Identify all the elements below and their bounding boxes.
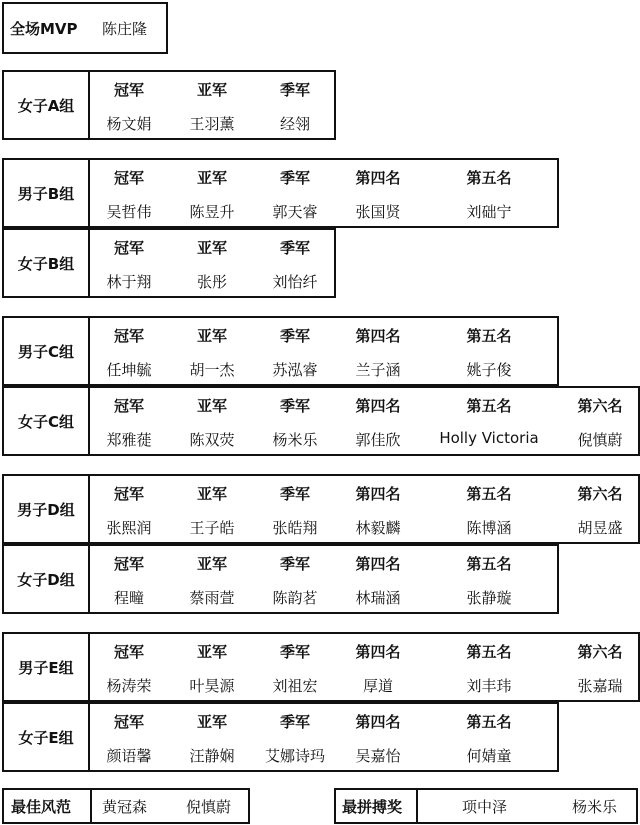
group-label: 女子B组 — [4, 230, 90, 296]
group-label: 男子C组 — [4, 318, 90, 384]
group-box-women-a — [2, 70, 336, 140]
winner-name: 林毅麟 — [355, 519, 401, 537]
group-box-men-b — [2, 158, 559, 228]
winner-name: 郭天睿 — [272, 203, 318, 221]
rank-header: 第四名 — [355, 169, 401, 187]
group-box-men-d — [2, 474, 640, 544]
winner-name: 艾娜诗玛 — [264, 747, 325, 765]
winner-name: 杨米乐 — [272, 431, 318, 449]
rank-header: 第四名 — [355, 397, 401, 415]
rank-header: 亚军 — [196, 485, 227, 503]
winner-name: 叶昊源 — [189, 677, 235, 695]
rank-header: 季军 — [279, 397, 310, 415]
group-label: 男子E组 — [4, 634, 90, 700]
rank-header: 亚军 — [196, 239, 227, 257]
winner-name: 郑雅蓰 — [106, 431, 152, 449]
rank-header: 冠军 — [113, 239, 144, 257]
winner-name: 刘丰玮 — [466, 677, 512, 695]
winner-name: 吴嘉怡 — [355, 747, 401, 765]
winner-name: 王子皓 — [189, 519, 235, 537]
rank-header: 第五名 — [466, 713, 512, 731]
group-box-women-e — [2, 702, 559, 772]
winner-name: 任坤毓 — [106, 361, 152, 379]
group-label: 男子B组 — [4, 160, 90, 226]
rank-header: 亚军 — [196, 327, 227, 345]
best-effort-box — [334, 788, 638, 824]
winner-name: 林于翔 — [106, 273, 152, 291]
group-label: 男子D组 — [4, 476, 90, 542]
winner-name: 张国贤 — [355, 203, 401, 221]
winner-name: 何婧童 — [466, 747, 512, 765]
rank-header: 冠军 — [113, 327, 144, 345]
rank-header: 亚军 — [196, 397, 227, 415]
winner-name: 经翎 — [279, 115, 310, 133]
rank-header: 第四名 — [355, 643, 401, 661]
winner-name: 刘祖宏 — [272, 677, 318, 695]
winner-name: 陈韵茗 — [272, 589, 318, 607]
rank-header: 季军 — [279, 81, 310, 99]
winner-name: 张静璇 — [466, 589, 512, 607]
rank-header: 第四名 — [355, 555, 401, 573]
rank-header: 第四名 — [355, 327, 401, 345]
winner-name: 陈昱升 — [189, 203, 235, 221]
rank-header: 第四名 — [355, 713, 401, 731]
rank-header: 第六名 — [577, 397, 623, 415]
rank-header: 季军 — [279, 239, 310, 257]
winner-name: 王羽薰 — [189, 115, 235, 133]
rank-header: 亚军 — [196, 169, 227, 187]
winner-name: 胡昱盛 — [577, 519, 623, 537]
rank-header: 冠军 — [113, 713, 144, 731]
rank-header: 第五名 — [466, 397, 512, 415]
winner-name: 刘础宁 — [466, 203, 512, 221]
winner-name: 张熙润 — [106, 519, 152, 537]
rank-header: 第五名 — [466, 169, 512, 187]
winner-name: 林瑞涵 — [355, 589, 401, 607]
group-label: 女子A组 — [4, 72, 90, 138]
rank-header: 季军 — [279, 485, 310, 503]
winner-name: 胡一杰 — [189, 361, 235, 379]
rank-header: 季军 — [279, 555, 310, 573]
winner-name: 张皓翔 — [272, 519, 318, 537]
rank-header: 冠军 — [113, 643, 144, 661]
winner-name: 杨文娟 — [106, 115, 152, 133]
best-sportsmanship-name: 黄冠森 — [102, 797, 148, 816]
winner-name: 程疃 — [113, 589, 144, 607]
rank-header: 亚军 — [196, 643, 227, 661]
group-label: 女子D组 — [4, 546, 90, 612]
rank-header: 亚军 — [196, 81, 227, 99]
rank-header: 冠军 — [113, 555, 144, 573]
rank-header: 冠军 — [113, 485, 144, 503]
rank-header: 季军 — [279, 169, 310, 187]
winner-name: 汪静娴 — [189, 747, 235, 765]
best-sportsmanship-label: 最佳风范 — [11, 797, 72, 816]
group-box-women-d — [2, 544, 559, 614]
winner-name: 陈双荧 — [189, 431, 235, 449]
winner-name: 张彤 — [196, 273, 227, 291]
rank-header: 冠军 — [113, 397, 144, 415]
mvp-name: 陈庄隆 — [102, 19, 148, 38]
best-sportsmanship-name: 倪慎蔚 — [186, 797, 232, 816]
group-box-women-c — [2, 386, 640, 456]
winner-name: 兰子涵 — [355, 361, 401, 379]
winner-name: 杨涛荣 — [106, 677, 152, 695]
group-label: 女子E组 — [4, 704, 90, 770]
rank-header: 第五名 — [466, 485, 512, 503]
mvp-box — [2, 2, 168, 54]
rank-header: 冠军 — [113, 169, 144, 187]
best-effort-name: 项中泽 — [462, 797, 508, 816]
rank-header: 冠军 — [113, 81, 144, 99]
mvp-label: 全场MVP — [10, 19, 78, 38]
winner-name: 张嘉瑞 — [577, 677, 623, 695]
winner-name: 倪慎蔚 — [577, 431, 623, 449]
winner-name: 苏泓睿 — [272, 361, 318, 379]
rank-header: 季军 — [279, 643, 310, 661]
winner-name: 郭佳欣 — [355, 431, 401, 449]
rank-header: 第五名 — [466, 643, 512, 661]
group-box-men-c — [2, 316, 559, 386]
group-box-men-e — [2, 632, 640, 702]
winner-name: 刘怡纤 — [272, 273, 318, 291]
winner-name: 厚道 — [362, 677, 393, 695]
rank-header: 第五名 — [466, 327, 512, 345]
winner-name: Holly Victoria — [439, 429, 539, 447]
winner-name: 陈博涵 — [466, 519, 512, 537]
winner-name: 姚子俊 — [466, 361, 512, 379]
rank-header: 季军 — [279, 327, 310, 345]
best-sportsmanship-box — [2, 788, 250, 824]
winner-name: 颜语馨 — [106, 747, 152, 765]
rank-header: 亚军 — [196, 713, 227, 731]
best-effort-label: 最拼搏奖 — [342, 797, 403, 816]
best-effort-name: 杨米乐 — [572, 797, 618, 816]
winner-name: 蔡雨萱 — [189, 589, 235, 607]
rank-header: 亚军 — [196, 555, 227, 573]
winner-name: 吴哲伟 — [106, 203, 152, 221]
rank-header: 第五名 — [466, 555, 512, 573]
rank-header: 第六名 — [577, 643, 623, 661]
group-box-women-b — [2, 228, 336, 298]
rank-header: 季军 — [279, 713, 310, 731]
group-label: 女子C组 — [4, 388, 90, 454]
rank-header: 第四名 — [355, 485, 401, 503]
rank-header: 第六名 — [577, 485, 623, 503]
